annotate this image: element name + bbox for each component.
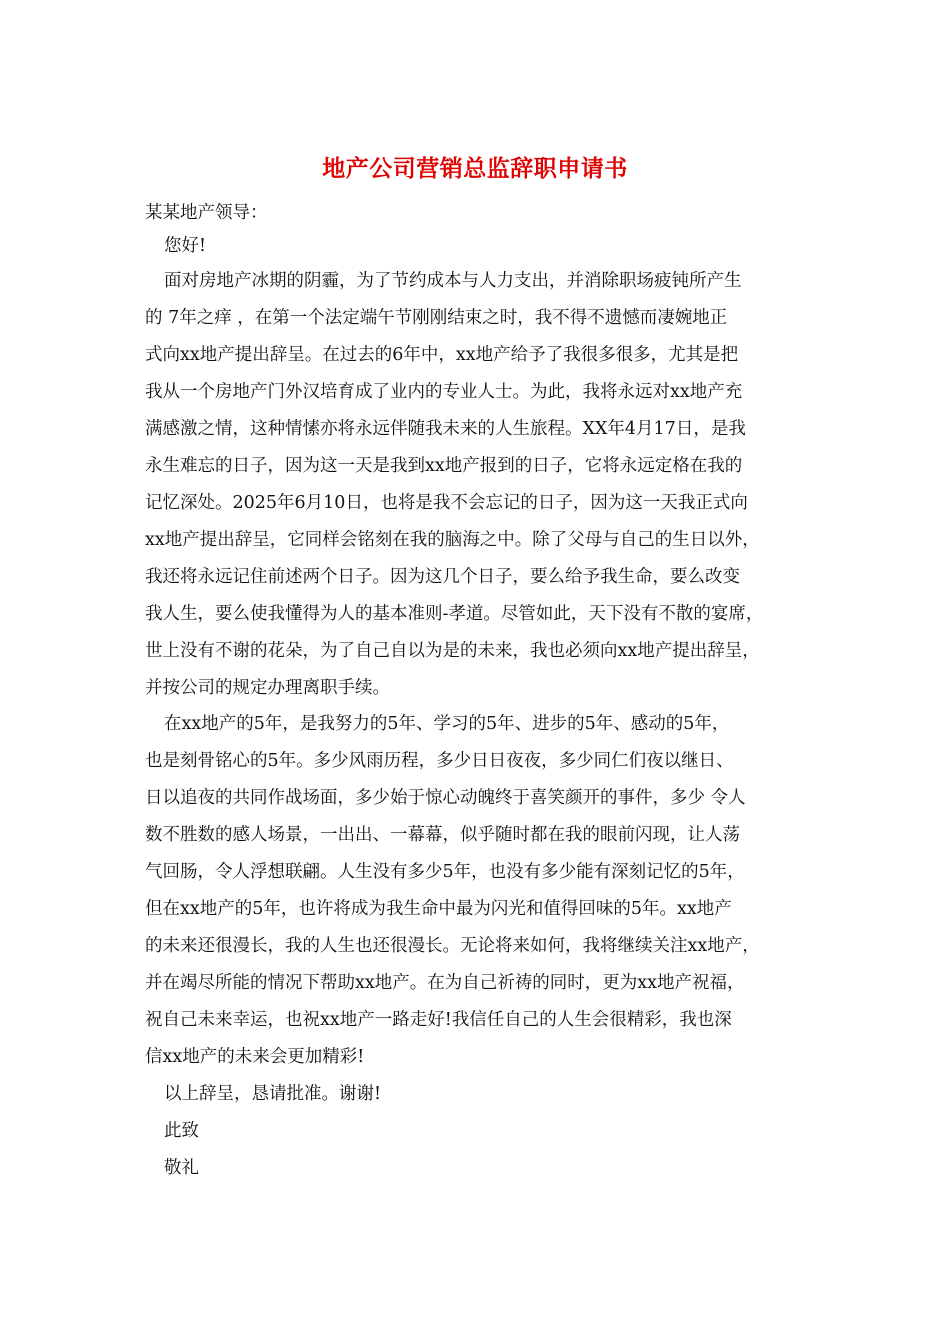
paragraph-line: xx地产提出辞呈，它同样会铭刻在我的脑海之中。除了父母与自己的生日以外， <box>145 530 760 550</box>
paragraph-line: 的 7年之痒 ，在第一个法定端午节刚刚结束之时，我不得不遗憾而凄婉地正 <box>145 308 728 328</box>
paragraph-line: 信xx地产的未来会更加精彩! <box>145 1047 365 1067</box>
paragraph-line: 也是刻骨铭心的5年。多少风雨历程，多少日日夜夜，多少同仁们夜以继日、 <box>145 751 734 771</box>
paragraph-line: 数不胜数的感人场景，一出出、一幕幕，似乎随时都在我的眼前闪现，让人荡 <box>145 825 740 845</box>
greeting: 您好! <box>164 236 207 256</box>
salutation: 某某地产领导： <box>145 203 268 223</box>
paragraph-line: 的未来还很漫长，我的人生也还很漫长。无论将来如何，我将继续关注xx地产， <box>145 936 760 956</box>
sign-off-jingli: 敬礼 <box>164 1158 199 1178</box>
paragraph-line: 我从一个房地产门外汉培育成了业内的专业人士。为此，我将永远对xx地产充 <box>145 382 743 402</box>
paragraph-line: 我还将永远记住前述两个日子。因为这几个日子，要么给予我生命，要么改变 <box>145 567 740 587</box>
paragraph-line: 并按公司的规定办理离职手续。 <box>145 678 390 698</box>
paragraph-line: 面对房地产冰期的阴霾，为了节约成本与人力支出，并消除职场疲钝所产生 <box>164 271 742 291</box>
paragraph-line: 祝自己未来幸运，也祝xx地产一路走好!我信任自己的人生会很精彩，我也深 <box>145 1010 732 1030</box>
closing-line: 以上辞呈，恳请批准。谢谢! <box>164 1084 382 1104</box>
paragraph-line: 气回肠，令人浮想联翩。人生没有多少5年，也没有多少能有深刻记忆的5年， <box>145 862 745 882</box>
paragraph-line: 世上没有不谢的花朵，为了自己自以为是的未来，我也必须向xx地产提出辞呈， <box>145 641 760 661</box>
paragraph-line: 但在xx地产的5年，也许将成为我生命中最为闪光和值得回味的5年。xx地产 <box>145 899 732 919</box>
paragraph-line: 在xx地产的5年，是我努力的5年、学习的5年、进步的5年、感动的5年， <box>164 714 730 734</box>
document-title: 地产公司营销总监辞职申请书 <box>322 155 628 182</box>
paragraph-line: 并在竭尽所能的情况下帮助xx地产。在为自己祈祷的同时，更为xx地产祝福， <box>145 973 745 993</box>
paragraph-line: 满感激之情，这种情愫亦将永远伴随我未来的人生旅程。XX年4月17日，是我 <box>145 419 746 439</box>
paragraph-line: 日以追夜的共同作战场面，多少始于惊心动魄终于喜笑颜开的事件，多少 令人 <box>145 788 746 808</box>
paragraph-line: 记忆深处。2025年6月10日，也将是我不会忘记的日子，因为这一天我正式向 <box>145 493 748 513</box>
paragraph-line: 式向xx地产提出辞呈。在过去的6年中，xx地产给予了我很多很多，尤其是把 <box>145 345 739 365</box>
paragraph-line: 永生难忘的日子，因为这一天是我到xx地产报到的日子，它将永远定格在我的 <box>145 456 743 476</box>
paragraph-line: 我人生，要么使我懂得为人的基本准则-孝道。尽管如此，天下没有不散的宴席， <box>145 604 764 624</box>
sign-off-cizhi: 此致 <box>164 1121 199 1141</box>
